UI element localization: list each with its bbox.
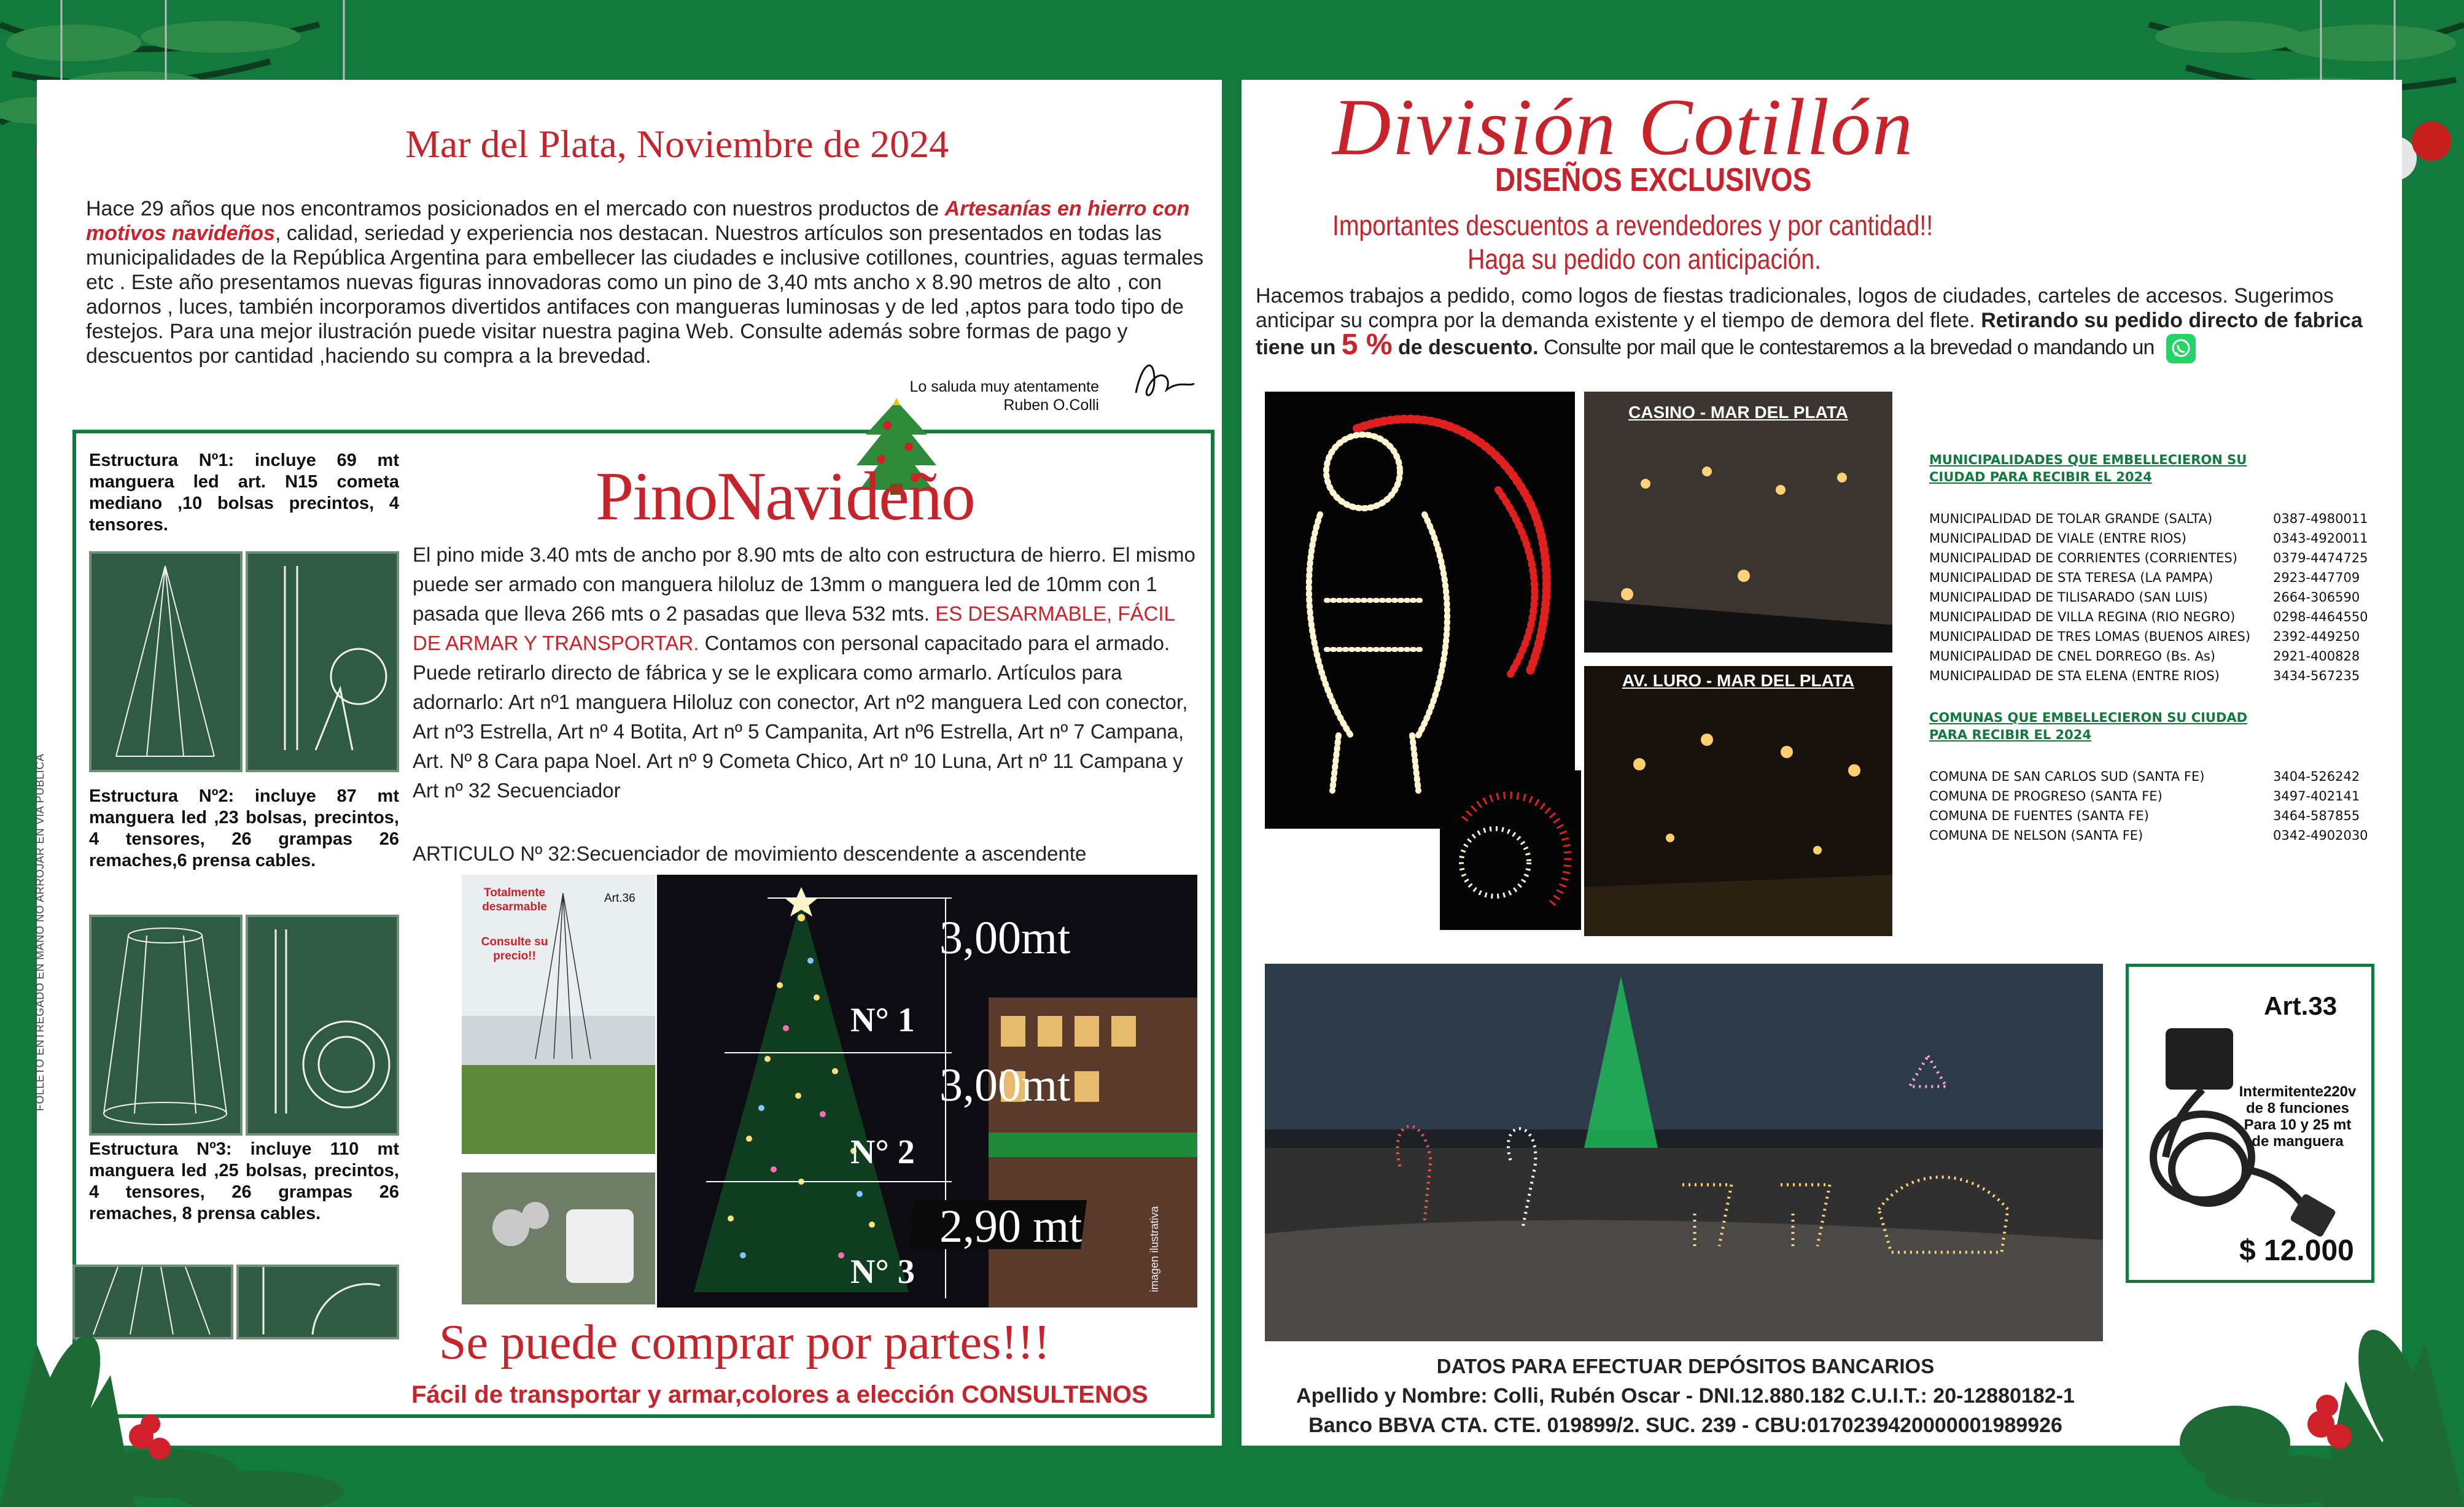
bank-info bbox=[1259, 1352, 2112, 1440]
municipalidad-phone: 0387-4980011 bbox=[2273, 511, 2368, 526]
comuna-phone: 3404-526242 bbox=[2273, 769, 2360, 784]
municipalidad-name: MUNICIPALIDAD DE TILISARADO (SAN LUIS) bbox=[1929, 590, 2208, 605]
sequencer-photo bbox=[462, 875, 655, 1154]
anticipacion-line: Haga su pedido con anticipación. bbox=[1467, 243, 1822, 275]
municipalidad-phone: 0298-4464550 bbox=[2273, 610, 2368, 624]
municipalidad-name: MUNICIPALIDAD DE VILLA REGINA (RIO NEGRO) bbox=[1929, 610, 2236, 624]
transport-note: Fácil de transportar y armar,colores a elección CONSULTENOS bbox=[411, 1381, 1148, 1408]
santa-face-photo bbox=[1440, 770, 1581, 930]
comuna-name: COMUNA DE SAN CARLOS SUD (SANTA FE) bbox=[1929, 769, 2205, 784]
sequencer-parts-photo bbox=[462, 1172, 655, 1304]
vertical-notice: FOLLETO ENTREGADO EN MANO NO ARROJAR EN VIA PUBLICA bbox=[34, 753, 46, 1111]
page-divider bbox=[1222, 80, 1242, 1446]
municipalidad-phone: 2921-400828 bbox=[2273, 649, 2360, 664]
comuna-phone: 3464-587855 bbox=[2273, 808, 2360, 823]
whatsapp-icon[interactable] bbox=[2166, 334, 2196, 363]
municipalidad-phone: 2664-306590 bbox=[2273, 590, 2360, 605]
comuna-name: COMUNA DE PROGRESO (SANTA FE) bbox=[1929, 789, 2163, 804]
section-label-2: N° 2 bbox=[850, 1133, 915, 1171]
dateline: Mar del Plata, Noviembre de 2024 bbox=[405, 122, 949, 166]
descuentos-line: Importantes descuentos a revendedores y por cantidad!! bbox=[1332, 209, 1934, 241]
sequencer-art: Art.36 bbox=[604, 892, 635, 905]
holly-bottom-left bbox=[0, 1252, 344, 1507]
articulo-32-note: ARTICULO Nº 32:Secuenciador de movimiento descendente a ascendente bbox=[413, 842, 1087, 865]
comuna-name: COMUNA DE NELSON (SANTA FE) bbox=[1929, 828, 2143, 843]
municipalidad-row bbox=[1929, 568, 2377, 587]
estructura-1-photo-cone bbox=[89, 551, 243, 772]
comuna-phone: 0342-4902030 bbox=[2273, 828, 2368, 843]
trabajos-paragraph: Hacemos trabajos a pedido, como logos de fiestas tradicionales, logos de ciudades, carteles de accesos. Sugerimos anticipar su compra por la demanda existente y el tiempo de demora del flete. Retirando su pedido directo de fabrica tiene un 5 % de descuento. Consulte por mail que le contestaremos a la brevedad o mandando un bbox=[1256, 284, 2398, 363]
pino-navideno-title: PinoNavideño bbox=[596, 459, 974, 535]
estructura-2-text: Estructura Nº2: incluye 87 mt manguera led ,23 bolsas, precintos, 4 tensores, 26 grampas 26 remaches,6 prensa cables. bbox=[89, 786, 399, 870]
sequencer-totalmente: Totalmente desarmable bbox=[482, 886, 547, 913]
casino-photo bbox=[1584, 392, 1892, 653]
municipalidad-row bbox=[1929, 666, 2377, 686]
municipalidad-name: MUNICIPALIDAD DE STA ELENA (ENTRE RIOS) bbox=[1929, 668, 2220, 683]
luro-photo bbox=[1584, 666, 1892, 936]
art33-price: $ 12.000 bbox=[2239, 1234, 2354, 1267]
discount-percent: 5 % bbox=[1341, 328, 1393, 361]
pino-p1: El pino mide 3.40 mts de ancho por 8.90 mts de alto con estructura de hierro. El mismo puede ser armado con manguera hiloluz de 13mm o manguera led de 10mm con 1 pasada que lleva 266 mts o 2 pasadas que lleva 532 mts. bbox=[413, 543, 1195, 625]
measure-2: 3,00mt bbox=[939, 1060, 1071, 1111]
comuna-name: COMUNA DE FUENTES (SANTA FE) bbox=[1929, 808, 2149, 823]
municipalidad-row bbox=[1929, 646, 2377, 666]
municipalidades-header: MUNICIPALIDADES QUE EMBELLECIERON SU CIUDAD PARA RECIBIR EL 2024 bbox=[1929, 452, 2247, 484]
comuna-row bbox=[1929, 767, 2377, 786]
municipalidad-name: MUNICIPALIDAD DE CNEL DORREGO (Bs. As) bbox=[1929, 649, 2215, 664]
municipalidad-name: MUNICIPALIDAD DE STA TERESA (LA PAMPA) bbox=[1929, 570, 2213, 585]
sequencer-consulte: Consulte su precio!! bbox=[481, 936, 548, 963]
estructura-1-text: Estructura Nº1: incluye 69 mt manguera led art. N15 cometa mediano ,10 bolsas precintos, 4 tensores. bbox=[89, 451, 399, 535]
pino-p2: Contamos con personal capacitado para el armado. Puede retirarlo directo de fábrica y se le explicara como armarlo. Artículos para adornarlo: Art nº1 manguera Hiloluz con conector, Art nº2 manguera Led con conector, Art nº3 Estrella, Art nº 4 Botita, Art nº 5 Campanita, Art nº6 Estrella, Art nº 7 Campana, Art. Nº 8 Cara papa Noel. Art nº 9 Cometa Chico, Art nº 10 Luna, Art nº 11 Campana y Art nº 32 Secuenciador bbox=[413, 632, 1188, 802]
division-cotillon-title: División Cotillón bbox=[1332, 82, 1914, 172]
comuna-row bbox=[1929, 826, 2377, 845]
comunas-list bbox=[1929, 767, 2377, 845]
bank-title: DATOS PARA EFECTUAR DEPÓSITOS BANCARIOS bbox=[1436, 1355, 1935, 1377]
intro-highlight: Artesanías en hierro con motivos navideños bbox=[86, 197, 1190, 245]
measure-1: 3,00mt bbox=[939, 912, 1071, 964]
municipalidad-name: MUNICIPALIDAD DE TRES LOMAS (BUENOS AIRES) bbox=[1929, 629, 2251, 644]
papa-noel-photo bbox=[1265, 392, 1575, 829]
municipalidad-row bbox=[1929, 627, 2377, 646]
estructura-2-photo-cone bbox=[89, 915, 243, 1136]
municipalidad-row bbox=[1929, 529, 2377, 548]
municipalidades-section bbox=[1929, 451, 2377, 845]
municipalidad-phone: 0379-4474725 bbox=[2273, 551, 2368, 565]
municipalidad-row bbox=[1929, 607, 2377, 627]
municipalidades-list bbox=[1929, 509, 2377, 686]
comunas-header: COMUNAS QUE EMBELLECIERON SU CIUDAD PARA RECIBIR EL 2024 bbox=[1929, 710, 2248, 742]
municipalidad-phone: 3434-567235 bbox=[2273, 668, 2360, 683]
imagen-ilustrativa-label: imagen ilustrativa bbox=[1148, 1206, 1160, 1292]
pino-description bbox=[413, 540, 1202, 805]
disenos-exclusivos: DISEÑOS EXCLUSIVOS bbox=[1495, 161, 1812, 198]
estructura-2-photo-parts bbox=[246, 915, 399, 1136]
comprar-por-partes: Se puede comprar por partes!!! bbox=[439, 1315, 1051, 1369]
plaza-decoration-photo bbox=[1265, 964, 2103, 1341]
comuna-phone: 3497-402141 bbox=[2273, 789, 2360, 804]
municipalidad-name: MUNICIPALIDAD DE VIALE (ENTRE RIOS) bbox=[1929, 531, 2186, 546]
pino-red-note: ES DESARMABLE, FÁCIL DE ARMAR Y TRANSPORTAR. bbox=[413, 602, 1175, 654]
art33-label: Art.33 bbox=[2264, 991, 2338, 1020]
measure-3: 2,90 mt bbox=[939, 1201, 1082, 1252]
casino-caption: CASINO - MAR DEL PLATA bbox=[1628, 403, 1848, 422]
estructura-1-photo-parts bbox=[246, 551, 399, 772]
holly-bottom-right bbox=[2161, 1258, 2464, 1507]
comuna-row bbox=[1929, 786, 2377, 806]
intro-paragraph: Hace 29 años que nos encontramos posicionados en el mercado con nuestros productos de Artesanías en hierro con motivos navideños, calidad, seriedad y experiencia nos destacan. Nuestros artículos son presentados en todas las municipalidades de la República Argentina para embellecer las ciudades e inclusive cotillones, countries, aguas termales etc . Este año presentamos nuevas figuras innovadoras como un pino de 3,40 mts ancho x 8.90 metros de alto , con adornos , luces, también incorporamos divertidos antifaces con mangueras luminosas y de led ,aptos para todo tipo de festejos. Para una mejor ilustración puede visitar nuestra pagina Web. Consulte además sobre formas de pago y descuentos por cantidad ,haciendo su compra a la brevedad. bbox=[86, 197, 1204, 368]
municipalidad-phone: 0343-4920011 bbox=[2273, 531, 2368, 546]
handwritten-signature bbox=[1130, 356, 1197, 405]
luro-caption: AV. LURO - MAR DEL PLATA bbox=[1622, 671, 1854, 690]
comuna-row bbox=[1929, 806, 2377, 826]
greeting: Lo saluda muy atentamente bbox=[909, 378, 1099, 395]
municipalidad-row bbox=[1929, 509, 2377, 529]
municipalidad-name: MUNICIPALIDAD DE CORRIENTES (CORRIENTES) bbox=[1929, 551, 2237, 565]
municipalidad-name: MUNICIPALIDAD DE TOLAR GRANDE (SALTA) bbox=[1929, 511, 2213, 526]
section-label-1: N° 1 bbox=[850, 1001, 915, 1039]
municipalidad-phone: 2392-449250 bbox=[2273, 629, 2360, 644]
municipalidad-row bbox=[1929, 548, 2377, 568]
pino-tree-photo bbox=[657, 875, 1197, 1307]
municipalidad-phone: 2923-447709 bbox=[2273, 570, 2360, 585]
signer-name: Ruben O.Colli bbox=[1003, 397, 1099, 414]
art33-description: Intermitente220v de 8 funciones Para 10 y 25 mt de manguera bbox=[2239, 1083, 2357, 1150]
bank-line-1: Apellido y Nombre: Colli, Rubén Oscar - DNI.12.880.182 C.U.I.T.: 20-12880182-1 bbox=[1296, 1384, 2075, 1408]
estructura-3-text: Estructura Nº3: incluye 110 mt manguera led ,25 bolsas, precintos, 4 tensores, 26 grampas 26 remaches, 8 prensa cables. bbox=[89, 1139, 399, 1223]
municipalidad-row bbox=[1929, 587, 2377, 607]
section-label-3: N° 3 bbox=[850, 1253, 915, 1291]
bank-line-2: Banco BBVA CTA. CTE. 019899/2. SUC. 239 - CBU:0170239420000001989926 bbox=[1308, 1414, 2062, 1437]
art33-box bbox=[2126, 964, 2374, 1283]
